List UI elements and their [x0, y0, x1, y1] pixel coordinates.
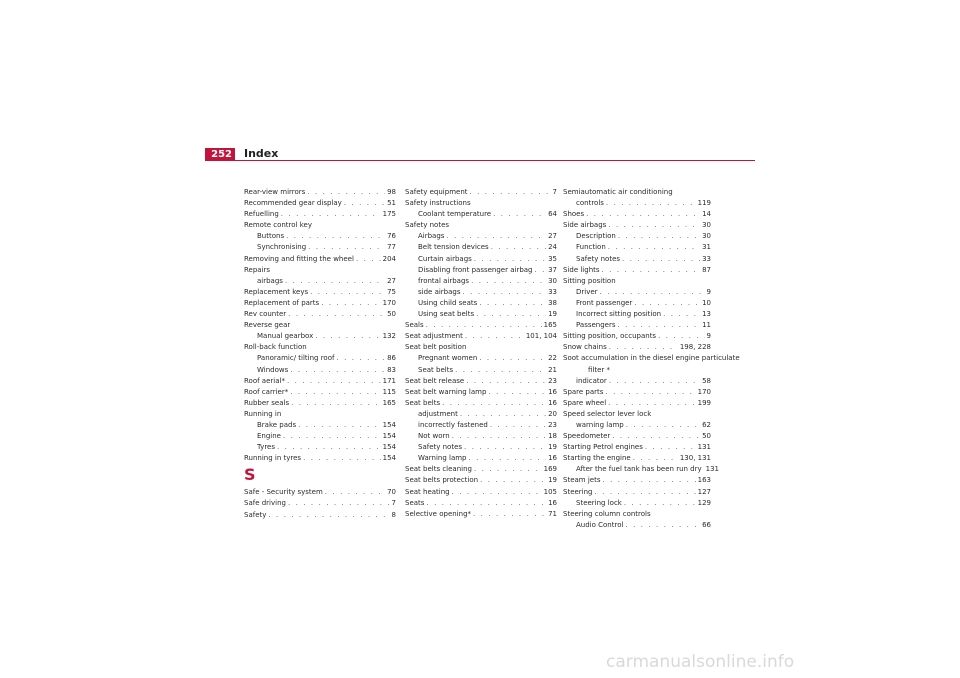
index-entry: Steering . . . 127	[563, 487, 711, 498]
index-entry: Spare parts . . . 170	[563, 387, 711, 398]
index-subentry: Using child seats . . . 38	[405, 298, 557, 309]
index-subentry: Safety notes . . . 19	[405, 442, 557, 453]
header-rule	[205, 160, 755, 161]
index-entry: Starting Petrol engines . . . 131	[563, 442, 711, 453]
index-entry: Seat belt release . . . 23	[405, 376, 557, 387]
index-entry: Seat heating . . . 105	[405, 487, 557, 498]
index-heading: Running in	[244, 409, 282, 418]
index-subentry: side airbags . . . 33	[405, 287, 557, 298]
index-entry: Refuelling . . . 175	[244, 209, 396, 220]
index-heading: Remote control key	[244, 221, 312, 230]
page-title: Index	[244, 147, 279, 160]
index-subentry: Panoramic/ tilting roof . . . 86	[244, 353, 396, 364]
index-entry: Side lights . . . 87	[563, 265, 711, 276]
index-heading-continuation: filter *	[588, 365, 611, 374]
index-subentry: Incorrect sitting position . . . 13	[563, 309, 711, 320]
index-entry: Seat belt warning lamp . . . 16	[405, 387, 557, 398]
index-heading: Repairs	[244, 265, 271, 274]
index-entry: Seat adjustment . . . 101, 104	[405, 331, 557, 342]
index-subentry: Airbags . . . 27	[405, 231, 557, 242]
index-subentry: After the fuel tank has been run dry 131	[576, 465, 720, 474]
index-entry: Side airbags . . . 30	[563, 220, 711, 231]
index-entry: Replacement keys . . . 75	[244, 287, 396, 298]
index-heading: Steering column controls	[563, 509, 651, 518]
index-heading: Safety notes	[405, 221, 450, 230]
index-subentry: adjustment . . . 20	[405, 409, 557, 420]
index-entry: Starting the engine . . . 130, 131	[563, 453, 711, 464]
index-subentry: Safety notes . . . 33	[563, 254, 711, 265]
watermark: carmanualsonline.info	[606, 652, 795, 672]
index-entry: Roof aerial* . . . 171	[244, 376, 396, 387]
index-subentry: Not worn . . . 18	[405, 431, 557, 442]
index-subentry: indicator . . . 58	[563, 376, 711, 387]
page-number: 252	[205, 148, 235, 161]
index-heading: Sitting position	[563, 276, 616, 285]
index-entry: Safe driving . . . 7	[244, 498, 396, 509]
index-heading: Roll-back function	[244, 343, 307, 352]
index-entry: Seats . . . 16	[405, 498, 557, 509]
index-subentry: Buttons . . . 76	[244, 231, 396, 242]
index-entry: Speedometer . . . 50	[563, 431, 711, 442]
index-entry: Safe - Security system . . . 70	[244, 487, 396, 498]
section-letter: S	[244, 465, 256, 485]
index-subentry: warning lamp . . . 62	[563, 420, 711, 431]
index-subentry: Brake pads . . . 154	[244, 420, 396, 431]
index-subentry: Using seat belts . . . 19	[405, 309, 557, 320]
index-subentry: Tyres . . . 154	[244, 442, 396, 453]
index-subentry: Pregnant women . . . 22	[405, 353, 557, 364]
index-subentry: controls . . . 119	[563, 198, 711, 209]
index-entry: Replacement of parts . . . 170	[244, 298, 396, 309]
index-subentry: Engine . . . 154	[244, 431, 396, 442]
index-entry: Seat belts . . . 16	[405, 398, 557, 409]
index-entry: Snow chains . . . 198, 228	[563, 342, 711, 353]
index-entry: Running in tyres . . . 154	[244, 453, 396, 464]
index-subentry: Description . . . 30	[563, 231, 711, 242]
index-subentry: airbags . . . 27	[244, 276, 396, 287]
index-entry: Safety . . . 8	[244, 510, 396, 521]
index-subentry: Passengers . . . 11	[563, 320, 711, 331]
index-subentry: Warning lamp . . . 16	[405, 453, 557, 464]
index-entry: Spare wheel . . . 199	[563, 398, 711, 409]
index-entry: Rear-view mirrors . . . 98	[244, 187, 396, 198]
index-heading: Safety instructions	[405, 199, 471, 208]
index-entry: Recommended gear display . . . 51	[244, 198, 396, 209]
index-subentry: Manual gearbox . . . 132	[244, 331, 396, 342]
index-subentry: frontal airbags . . . 30	[405, 276, 557, 287]
index-column-2	[405, 187, 557, 520]
index-entry: Shoes . . . 14	[563, 209, 711, 220]
index-subentry: Seat belts . . . 21	[405, 365, 557, 376]
index-subentry: Front passenger . . . 10	[563, 298, 711, 309]
index-subentry: Audio Control . . . 66	[563, 520, 711, 531]
index-heading: Seat belt position	[405, 343, 467, 352]
index-subentry: Belt tension devices . . . 24	[405, 242, 557, 253]
index-subentry: Disabling front passenger airbag . . . 37	[405, 265, 557, 276]
index-entry: Rubber seals . . . 165	[244, 398, 396, 409]
index-entry: Removing and fitting the wheel . . . 204	[244, 254, 396, 265]
index-heading: Reverse gear	[244, 321, 291, 330]
index-entry: Seat belts cleaning . . . 169	[405, 464, 557, 475]
index-subentry: Windows . . . 83	[244, 365, 396, 376]
index-heading: Semiautomatic air conditioning	[563, 188, 673, 196]
index-entry: Seat belts protection . . . 19	[405, 475, 557, 486]
index-subentry: Synchronising . . . 77	[244, 242, 396, 253]
index-entry: Seals . . . 165	[405, 320, 557, 331]
index-subentry: Coolant temperature . . . 64	[405, 209, 557, 220]
index-entry: Sitting position, occupants . . . 9	[563, 331, 711, 342]
index-entry: Rev counter . . . 50	[244, 309, 396, 320]
index-subentry: Curtain airbags . . . 35	[405, 254, 557, 265]
index-entry: Safety equipment . . . 7	[405, 187, 557, 198]
index-subentry: Driver . . . 9	[563, 287, 711, 298]
index-entry: Roof carrier* . . . 115	[244, 387, 396, 398]
index-subentry: Function . . . 31	[563, 242, 711, 253]
index-subentry: Steering lock . . . 129	[563, 498, 711, 509]
index-entry: Steam jets . . . 163	[563, 475, 711, 486]
index-entry: Selective opening* . . . 71	[405, 509, 557, 520]
index-column-1	[244, 187, 396, 521]
index-column-3	[563, 187, 740, 531]
index-heading: Speed selector lever lock	[563, 409, 652, 418]
index-subentry: incorrectly fastened . . . 23	[405, 420, 557, 431]
index-heading: Soot accumulation in the diesel engine particulate	[563, 354, 740, 363]
